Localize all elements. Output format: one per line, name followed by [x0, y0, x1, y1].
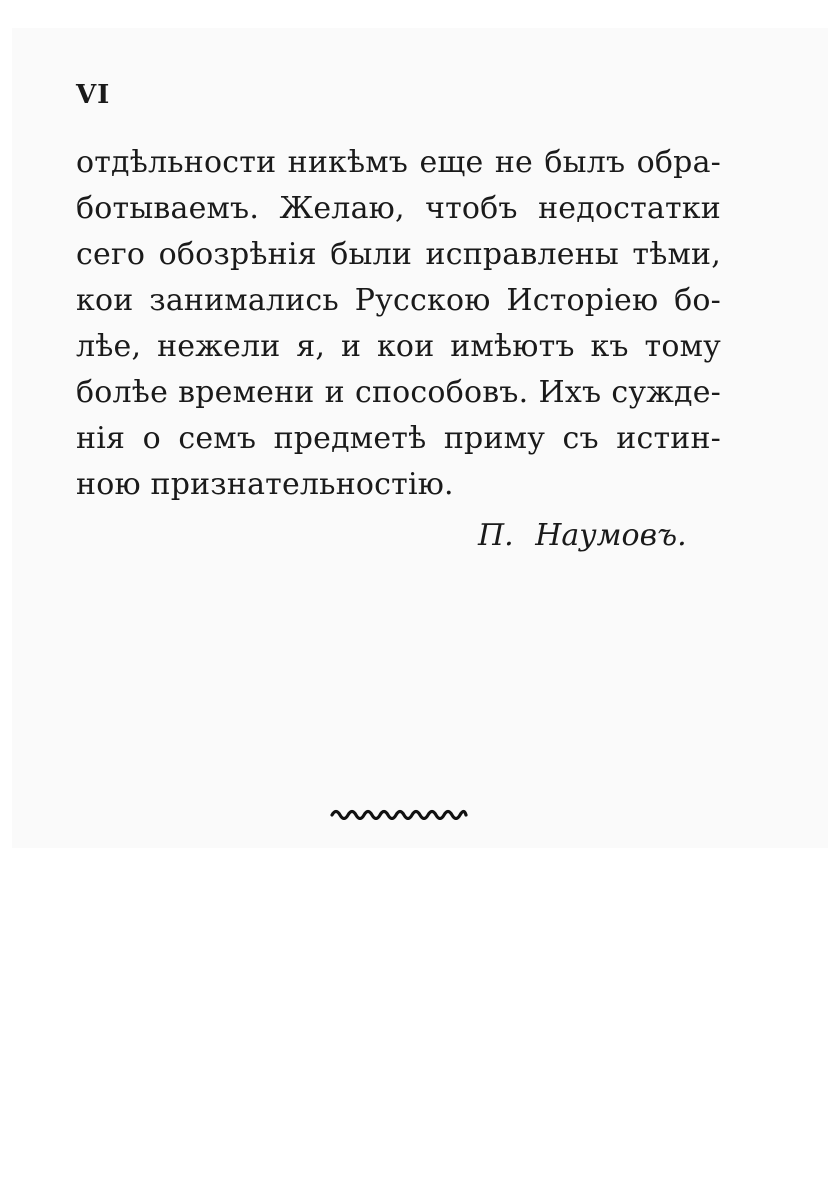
text-line: сего обозрѣнія были исправлены тѣми, [76, 237, 721, 272]
text-line: кои занимались Русскою Исторіею бо- [76, 283, 721, 318]
author-signature: П. Наумовъ. [478, 518, 687, 553]
wavy-ornament-icon [330, 806, 468, 820]
text-line: ботываемъ. Желаю, чтобъ недостатки [76, 191, 721, 226]
text-line: нія о семъ предметѣ приму съ истин- [76, 421, 721, 456]
body-text [76, 140, 721, 508]
text-line: отдѣльности никѣмъ еще не былъ обра- [76, 145, 721, 180]
text-line: ною признательностію. [76, 467, 454, 502]
text-line: болѣе времени и способовъ. Ихъ сужде- [76, 375, 721, 410]
page-number: VI [76, 80, 111, 110]
text-line: лѣе, нежели я, и кои имѣютъ къ тому [76, 329, 721, 364]
